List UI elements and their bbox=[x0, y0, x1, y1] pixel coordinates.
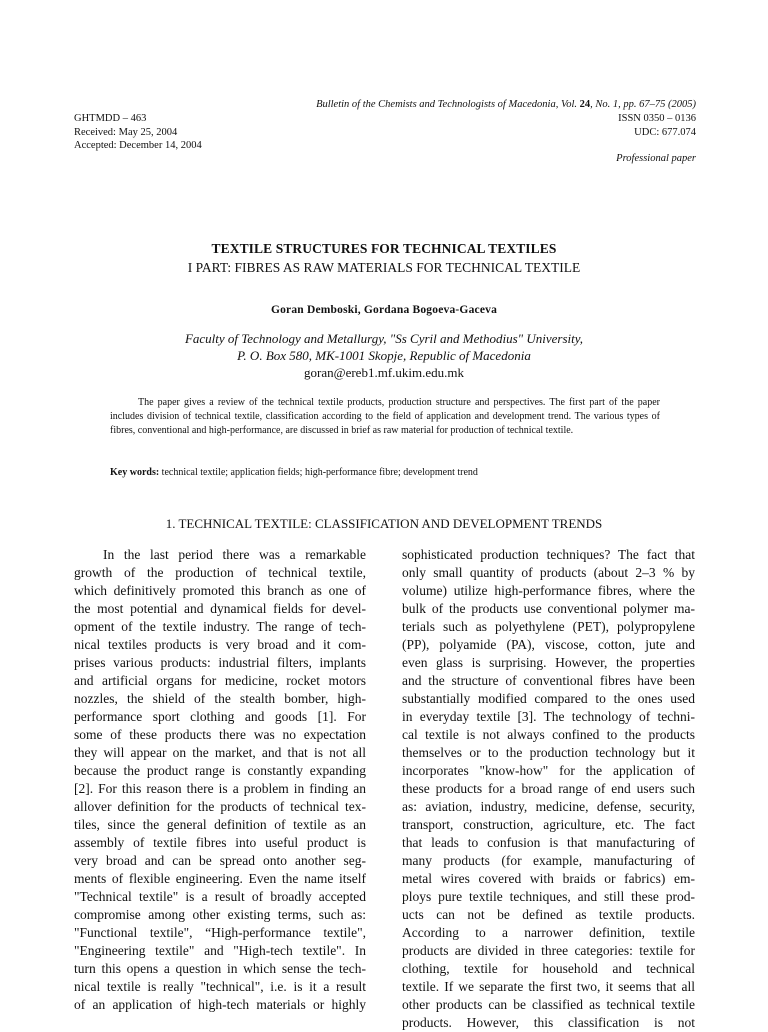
body-line: and the structure of conventional fibres have been bbox=[402, 673, 695, 688]
manuscript-meta bbox=[74, 112, 202, 153]
received-date: Received: May 25, 2004 bbox=[74, 126, 178, 138]
body-line: turn this opens a question in which sense the tech- bbox=[74, 961, 366, 976]
paper-subtitle: I PART: FIBRES AS RAW MATERIALS FOR TECHNICAL TEXTILE bbox=[187, 260, 581, 275]
body-line: [2]. For this reason there is a problem in finding an bbox=[74, 781, 366, 796]
affiliation-line-2: P. O. Box 580, MK-1001 Skopje, Republic of Macedonia bbox=[237, 348, 531, 363]
body-line: According to a narrower definition, textile bbox=[402, 925, 695, 940]
keywords-text: technical textile; application fields; high-performance fibre; development trend bbox=[159, 467, 478, 478]
paper-title: TEXTILE STRUCTURES FOR TECHNICAL TEXTILES bbox=[211, 241, 557, 256]
body-line: even glass is surprising. However, the properties bbox=[402, 655, 695, 670]
manuscript-code: GHTMDD – 463 bbox=[74, 113, 147, 124]
udc: UDC: 677.074 bbox=[634, 126, 696, 138]
body-line: ucts can not be defined as textile products. bbox=[402, 907, 695, 922]
body-line: of an application of high-tech materials or highly bbox=[74, 997, 366, 1012]
journal-name: Bulletin of the Chemists and Technologists of Macedonia bbox=[316, 99, 556, 110]
body-line: nical textile is really "technical", i.e. is it a result bbox=[74, 979, 366, 994]
body-line: only small quantity of products (about 2–3 % by bbox=[402, 565, 695, 580]
body-line: as: aviation, industry, medicine, defense, security, bbox=[402, 799, 695, 814]
body-line: these products for a broad range of end users such bbox=[402, 781, 695, 796]
body-line: textile. If we separate the first two, it seems that all bbox=[402, 979, 695, 994]
body-line: cal textile is not always confined to the products bbox=[402, 727, 695, 742]
journal-identifiers bbox=[618, 112, 696, 139]
journal-volume: 24 bbox=[579, 99, 591, 110]
journal-citation bbox=[316, 99, 696, 110]
body-line: many products (for example, manufacturing of bbox=[402, 853, 695, 868]
body-line: metal wires covered with braids or fabrics) em- bbox=[402, 871, 695, 886]
body-line: they will appear on the market, and that is not all bbox=[74, 745, 366, 760]
body-line: other products can be classified as technical textile bbox=[402, 997, 695, 1012]
body-line: growth of the production of technical textile, bbox=[74, 565, 366, 580]
body-line: transport, construction, agriculture, etc. The fact bbox=[402, 817, 695, 832]
body-line: products. However, this classification is not bbox=[402, 1015, 695, 1030]
author-email: goran@ereb1.mf.ukim.edu.mk bbox=[304, 365, 464, 380]
body-line: nical textiles products is very broad and it com- bbox=[74, 637, 366, 652]
body-line: tiles, since the general definition of textile as an bbox=[74, 817, 366, 832]
body-line: volume) utilize high-performance fibres, where the bbox=[402, 583, 695, 598]
body-line: substantially modified compared to the ones used bbox=[402, 691, 695, 706]
abstract: The paper gives a review of the technical textile products, production structure and perspectives. The first part of the paper includes division of technical textile, classification according to the field of application and development trend. The various types of fibres, conventional and high-performance, are discussed in brief as raw material for production of technical textile. bbox=[110, 397, 660, 436]
body-line: "Functional textile", “High-performance textile", bbox=[74, 925, 366, 940]
body-line: bulk of the products use conventional polymer ma- bbox=[402, 601, 695, 616]
affiliation bbox=[0, 330, 768, 381]
body-column-right bbox=[402, 546, 695, 1032]
body-line: nozzles, the shield of the stealth bomber, high- bbox=[74, 691, 366, 706]
body-line: terials such as polyethylene (PET), polypropylene bbox=[402, 619, 695, 634]
body-line: ploys pure textile techniques, and still these prod- bbox=[402, 889, 695, 904]
body-line: which definitively promoted this branch as one of bbox=[74, 583, 366, 598]
body-line: clothing, textile for household and technical bbox=[402, 961, 695, 976]
body-line: the most potential and dynamical fields for devel- bbox=[74, 601, 366, 616]
body-line: performance sport clothing and goods [1]. For bbox=[74, 709, 366, 724]
keywords bbox=[110, 467, 660, 478]
body-line: (PP), polyamide (PA), viscose, cotton, jute and bbox=[402, 637, 695, 652]
body-line: that leads to confusion is that manufacturing of bbox=[402, 835, 695, 850]
body-line: assembly of textile fibres into useful product is bbox=[74, 835, 366, 850]
body-line: because the product range is constantly expanding bbox=[74, 763, 366, 778]
body-line: some of these products there was no expectation bbox=[74, 727, 366, 742]
body-line: "Technical textile" is a result of broadly accepted bbox=[74, 889, 366, 904]
issn: ISSN 0350 – 0136 bbox=[618, 113, 696, 124]
body-line: ments of flexible engineering. Even the name itself bbox=[74, 871, 366, 886]
body-line: allover definition for the products of technical tex- bbox=[74, 799, 366, 814]
paper-type: Professional paper bbox=[616, 153, 696, 164]
journal-issue-pages: , No. 1, pp. 67–75 (2005) bbox=[590, 99, 696, 110]
body-line: and artificial organs for medicine, rocket motors bbox=[74, 673, 366, 688]
body-line: sophisticated production techniques? The fact that bbox=[402, 547, 695, 562]
accepted-date: Accepted: December 14, 2004 bbox=[74, 140, 202, 151]
body-line: very broad and can be spread onto another seg- bbox=[74, 853, 366, 868]
body-line: "Engineering textile" and "High-tech textile". In bbox=[74, 943, 366, 958]
keywords-label: Key words: bbox=[110, 467, 160, 478]
journal-vol-label: , Vol. bbox=[555, 99, 580, 110]
body-line: prises various products: industrial filters, implants bbox=[74, 655, 366, 670]
body-line: products are divided in three categories: textile for bbox=[402, 943, 695, 958]
affiliation-line-1: Faculty of Technology and Metallurgy, "Ss Cyril and Methodius" University, bbox=[184, 331, 584, 346]
body-line: compromise among other existing terms, such as: bbox=[74, 907, 366, 922]
body-line: in everyday textile [3]. The technology of techni- bbox=[402, 709, 695, 724]
body-line: opment of the textile industry. The range of tech- bbox=[74, 619, 366, 634]
body-line: themselves or to the production technology but it bbox=[402, 745, 695, 760]
body-line: incorporates "know-how" for the application of bbox=[402, 763, 695, 778]
section-heading: 1. TECHNICAL TEXTILE: CLASSIFICATION AND DEVELOPMENT TRENDS bbox=[165, 516, 603, 531]
body-column-left bbox=[74, 546, 366, 1014]
body-line: In the last period there was a remarkable bbox=[103, 547, 366, 562]
authors: Goran Demboski, Gordana Bogoeva-Gaceva bbox=[270, 304, 498, 316]
